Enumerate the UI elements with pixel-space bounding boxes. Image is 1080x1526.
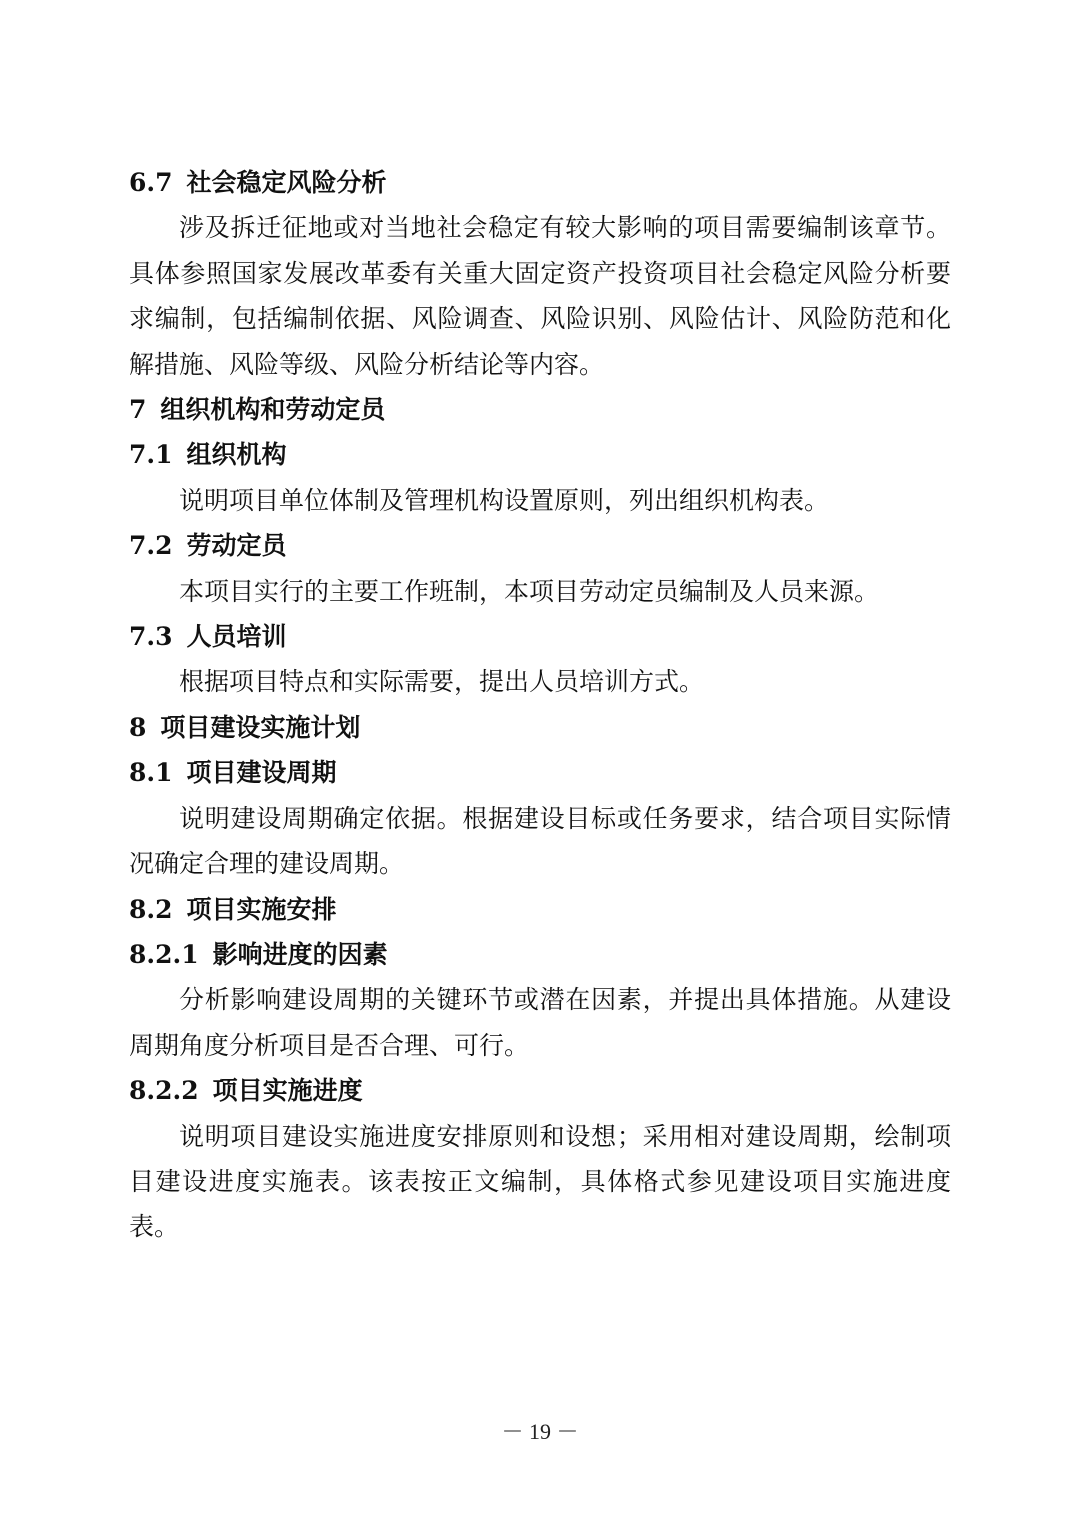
- section-title: 项目实施进度: [212, 1076, 363, 1106]
- section-title: 组织机构和劳动定员: [160, 395, 386, 425]
- paragraph-training: 根据项目特点和实际需要，提出人员培训方式。: [179, 667, 705, 697]
- section-number: 8.2.2: [129, 1076, 199, 1106]
- section-number: 8.1: [129, 758, 173, 788]
- section-heading-8-1: [129, 750, 951, 795]
- section-number: 8.2: [129, 894, 173, 924]
- section-heading-6-7: [129, 160, 951, 205]
- section-title: 组织机构: [186, 440, 287, 470]
- section-heading-8-2-2: [129, 1068, 951, 1113]
- section-number: 7.1: [129, 440, 173, 470]
- paragraph-social-stability: 涉及拆迁征地或对当地社会稳定有较大影响的项目需要编制该章节。具体参照国家发展改革委有关重大固定资产投资项目社会稳定风险分析要求编制，包括编制依据、风险调查、风险识别、风险估计、风险防范和化解措施、风险等级、风险分析结论等内容。: [129, 213, 951, 379]
- section-heading-8-2: [129, 887, 951, 932]
- section-number: 7.2: [129, 531, 173, 561]
- page-number: － 19 －: [501, 1419, 579, 1444]
- chapter-heading-7: [129, 387, 951, 432]
- paragraph-construction-period: 说明建设周期确定依据。根据建设目标或任务要求，结合项目实际情况确定合理的建设周期。: [129, 803, 951, 879]
- section-title: 劳动定员: [186, 531, 287, 561]
- paragraph-progress-factors: 分析影响建设周期的关键环节或潜在因素，并提出具体措施。从建设周期角度分析项目是否合理、可行。: [129, 985, 951, 1060]
- section-heading-8-2-1: [129, 932, 951, 977]
- section-title: 人员培训: [186, 622, 287, 652]
- section-heading-7-2: [129, 523, 951, 568]
- chapter-heading-8: [129, 705, 951, 750]
- section-title: 项目建设实施计划: [160, 712, 361, 742]
- paragraph-implementation-schedule: 说明项目建设实施进度安排原则和设想；采用相对建设周期，绘制项目建设进度实施表。该表按正文编制，具体格式参见建设项目实施进度表。: [129, 1121, 951, 1242]
- section-title: 社会稳定风险分析: [186, 168, 387, 197]
- section-title: 项目实施安排: [186, 894, 337, 924]
- page-body: [129, 160, 951, 1250]
- section-heading-7-3: [129, 614, 951, 659]
- section-title: 项目建设周期: [186, 758, 337, 788]
- paragraph-organization: 说明项目单位体制及管理机构设置原则，列出组织机构表。: [179, 485, 830, 515]
- section-heading-7-1: [129, 432, 951, 477]
- paragraph-staffing: 本项目实行的主要工作班制，本项目劳动定员编制及人员来源。: [179, 576, 880, 606]
- section-number: 7: [129, 395, 147, 425]
- section-number: 7.3: [129, 622, 173, 652]
- section-number: 8: [129, 712, 147, 742]
- section-title: 影响进度的因素: [212, 939, 388, 969]
- section-number: 6.7: [129, 168, 173, 197]
- section-number: 8.2.1: [129, 939, 199, 969]
